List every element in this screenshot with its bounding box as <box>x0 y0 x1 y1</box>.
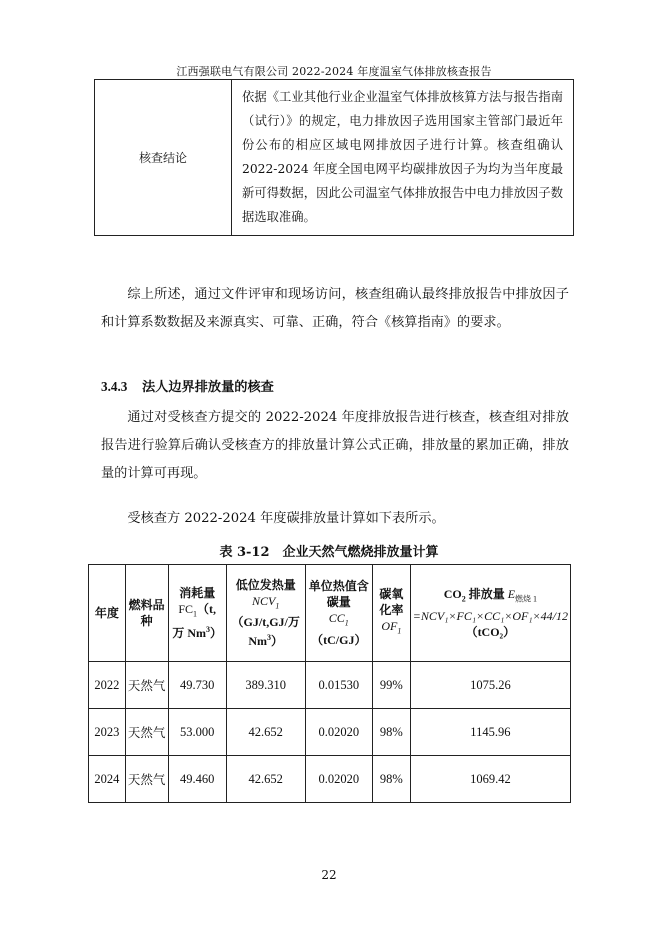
table-row <box>89 662 571 709</box>
cell-year: 2024 <box>89 756 126 803</box>
cell-carbon-content: 0.02020 <box>305 756 372 803</box>
cell-carbon-content: 0.01530 <box>305 662 372 709</box>
cell-consumption: 49.460 <box>168 756 226 803</box>
cell-emission: 1145.96 <box>410 709 570 756</box>
cell-fuel: 天然气 <box>125 756 168 803</box>
conclusion-table <box>94 79 574 236</box>
verification-paragraph: 通过对受核查方提交的 2022-2024 年度排放报告进行核查，核查组对排放报告进行验算后确认受核查方的排放量计算公式正确，排放量的累加正确，排放量的计算可再现。 <box>101 410 569 481</box>
emission-table <box>88 564 571 803</box>
cell-ncv: 389.310 <box>226 662 305 709</box>
table-intro-paragraph: 受核查方 2022-2024 年度碳排放量计算如下表所示。 <box>127 511 445 526</box>
table-row <box>89 756 571 803</box>
header-carbon-content: 单位热值含碳量 $CC_1$ （tC/GJ） <box>305 565 372 662</box>
running-header: 江西强联电气有限公司 2022-2024 年度温室气体排放核查报告 <box>176 65 492 78</box>
header-ncv: 低位发热量 $NCV_1$ （GJ/t,GJ/万 Nm$^3$） <box>226 565 305 662</box>
conclusion-text: 依据《工业其他行业企业温室气体排放核算方法与报告指南（试行）》的规定，电力排放因子选用国家主管部门最近年份公布的相应区域电网排放因子进行计算。核查组确认 2022-2024 年度全国电网平均碳排放因子为均为当年度最新可得数据，因此公司温室气体排放报告中电力排放因子数据选取准确。 <box>232 80 574 236</box>
header-emission: $CO_2$ 排放量 $E_{燃烧 1}$ =NCV₁×FC₁×CC₁×OF₁×44/12 （tCO₂） <box>410 565 570 662</box>
cell-year: 2023 <box>89 709 126 756</box>
cell-oxidation-rate: 99% <box>373 662 411 709</box>
section-number: 3.4.3 <box>101 379 128 394</box>
page-number: 22 <box>321 868 337 882</box>
cell-consumption: 53.000 <box>168 709 226 756</box>
cell-oxidation-rate: 98% <box>373 756 411 803</box>
conclusion-label: 核查结论 <box>95 80 232 236</box>
section-title: 法人边界排放量的核查 <box>141 380 274 395</box>
cell-consumption: 49.730 <box>168 662 226 709</box>
summary-paragraph: 综上所述，通过文件评审和现场访问，核查组确认最终排放报告中排放因子和计算系数数据及来源真实、可靠、正确，符合《核算指南》的要求。 <box>101 287 569 330</box>
header-consumption: 消耗量 $FC_1(t$, 万 Nm$^3$） <box>168 565 226 662</box>
header-year: 年度 <box>89 565 126 662</box>
table-caption: 表 3-12 企业天然气燃烧排放量计算 <box>219 545 439 560</box>
table-row <box>89 709 571 756</box>
cell-emission: 1069.42 <box>410 756 570 803</box>
header-fuel: 燃料品种 <box>125 565 168 662</box>
cell-carbon-content: 0.02020 <box>305 709 372 756</box>
cell-ncv: 42.652 <box>226 709 305 756</box>
section-heading <box>101 376 274 395</box>
cell-year: 2022 <box>89 662 126 709</box>
cell-fuel: 天然气 <box>125 662 168 709</box>
cell-oxidation-rate: 98% <box>373 709 411 756</box>
cell-emission: 1075.26 <box>410 662 570 709</box>
header-oxidation-rate: 碳氧化率 $OF_1$ <box>373 565 411 662</box>
table-header-row <box>89 565 571 662</box>
cell-fuel: 天然气 <box>125 709 168 756</box>
cell-ncv: 42.652 <box>226 756 305 803</box>
